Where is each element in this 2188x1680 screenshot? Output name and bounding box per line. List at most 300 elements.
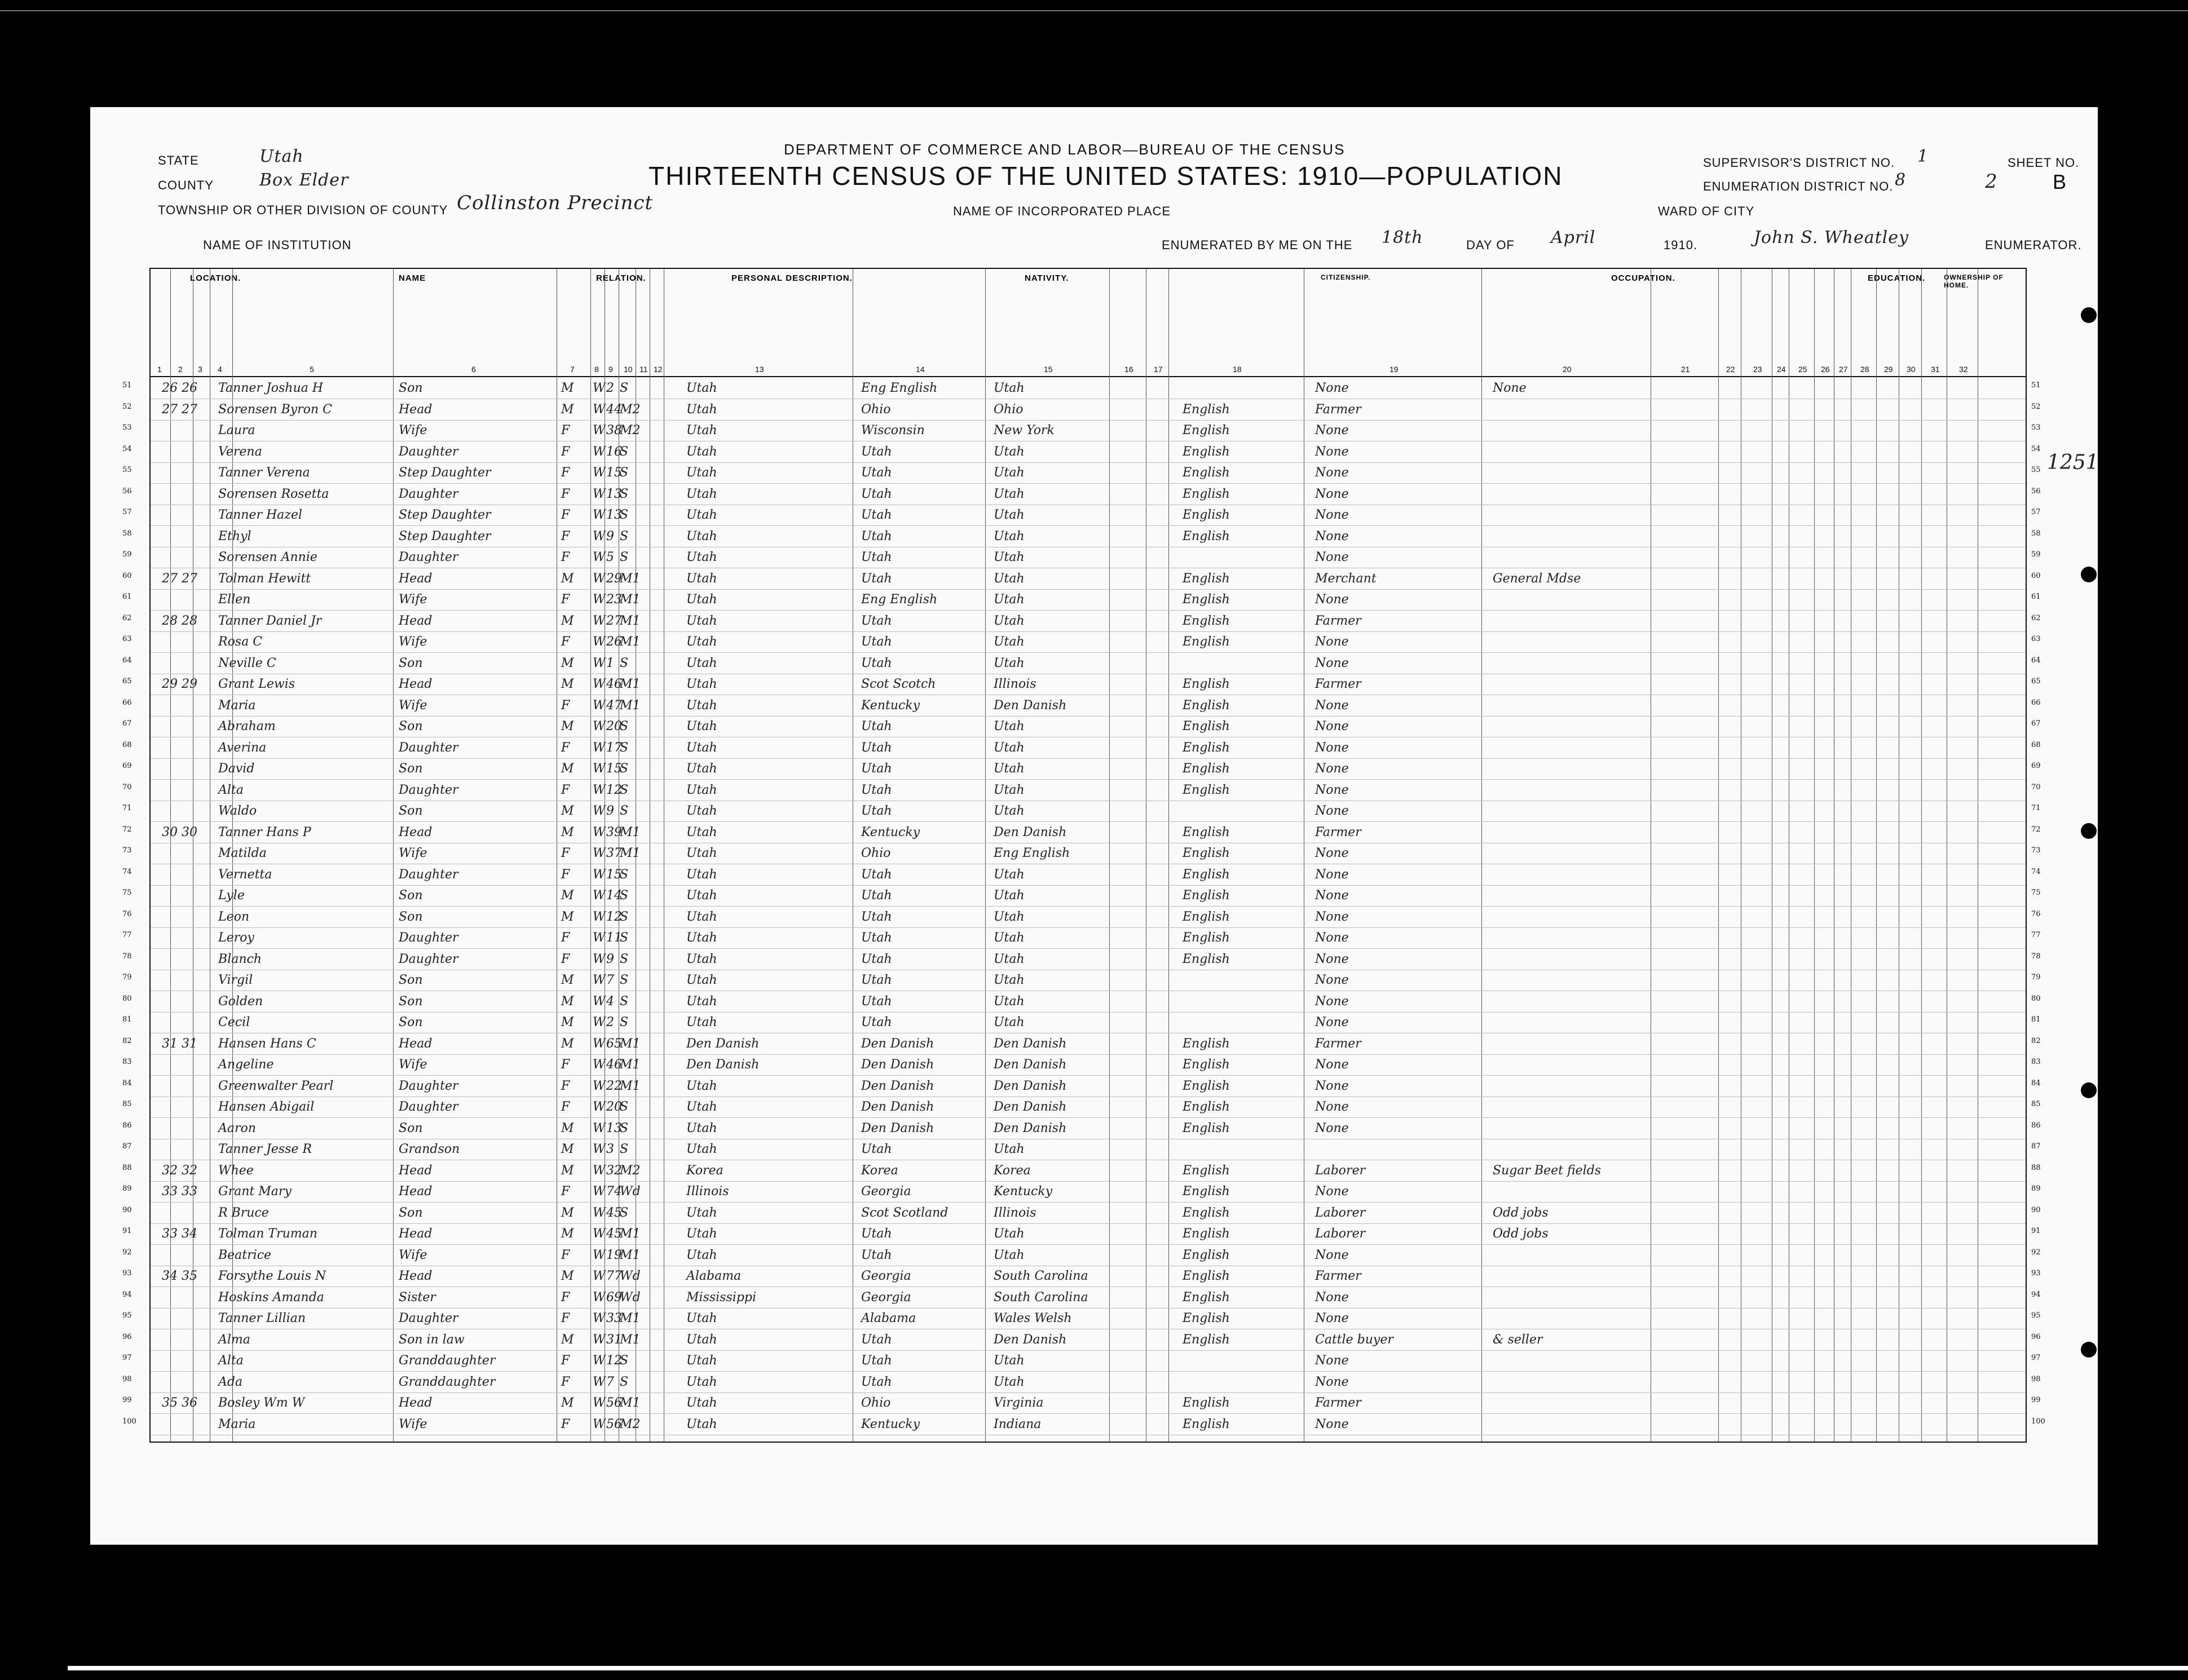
race: W (593, 1311, 606, 1325)
father-birthplace: Wisconsin (861, 423, 925, 437)
month-value: April (1551, 228, 1596, 247)
mother-birthplace: Den Danish (994, 1121, 1067, 1135)
line-number-right: 77 (2031, 931, 2041, 939)
marital-status: M1 (620, 1036, 641, 1051)
column-number: 30 (1907, 365, 1916, 374)
marital-status: S (620, 867, 629, 882)
industry: General Mdse (1493, 571, 1581, 586)
age: 69 (606, 1290, 622, 1305)
line-number-right: 78 (2031, 952, 2041, 961)
language: English (1183, 846, 1230, 860)
line-number-right: 85 (2031, 1100, 2041, 1108)
mother-birthplace: Illinois (994, 677, 1036, 691)
line-number-right: 81 (2031, 1015, 2041, 1024)
table-row (122, 1182, 2041, 1202)
person-name: Tanner Joshua H (218, 381, 323, 395)
birthplace: Utah (686, 1396, 717, 1410)
marital-status: M1 (620, 1332, 641, 1347)
relation: Son (399, 1121, 423, 1135)
father-birthplace: Utah (861, 1142, 892, 1156)
mother-birthplace: Utah (994, 1227, 1025, 1241)
relation: Son (399, 994, 423, 1009)
father-birthplace: Utah (861, 508, 892, 522)
occupation: None (1315, 1374, 1349, 1389)
age: 39 (606, 825, 622, 839)
year-value: 1910. (1664, 238, 1698, 252)
person-name: Aaron (218, 1121, 256, 1135)
mother-birthplace: Utah (994, 381, 1025, 395)
table-row (122, 929, 2041, 949)
family-number: 33 (182, 1184, 197, 1199)
relation: Son (399, 804, 423, 818)
relation: Son (399, 762, 423, 776)
scanner-bottom-edge (68, 1666, 2188, 1670)
table-row (122, 633, 2041, 653)
language: English (1183, 825, 1230, 839)
marital-status: S (620, 952, 629, 966)
occupation: None (1315, 635, 1349, 649)
language: English (1183, 508, 1230, 522)
race: W (593, 656, 606, 670)
line-number: 85 (122, 1100, 132, 1108)
occupation: None (1315, 698, 1349, 713)
relation: Granddaughter (399, 1374, 496, 1389)
dwelling-number: 29 (162, 677, 178, 691)
age: 31 (606, 1332, 622, 1347)
language: English (1183, 762, 1230, 776)
sex: M (561, 888, 574, 903)
line-number-right: 64 (2031, 656, 2041, 665)
race: W (593, 1227, 606, 1241)
line-number-right: 56 (2031, 487, 2041, 496)
column-number: 17 (1154, 365, 1163, 374)
occupation: None (1315, 846, 1349, 860)
line-number-right: 86 (2031, 1121, 2041, 1130)
line-number: 96 (122, 1332, 132, 1341)
line-number-right: 98 (2031, 1374, 2041, 1383)
marital-status: M1 (620, 1078, 641, 1093)
line-number-right: 91 (2031, 1227, 2041, 1235)
occupation: Farmer (1315, 825, 1361, 839)
mother-birthplace: Utah (994, 508, 1025, 522)
column-number: 9 (608, 365, 613, 374)
table-row (122, 1161, 2041, 1182)
dwelling-number: 34 (162, 1269, 178, 1283)
industry: Odd jobs (1493, 1205, 1549, 1220)
relation: Wife (399, 635, 427, 649)
age: 1 (606, 656, 614, 670)
relation: Daughter (399, 952, 458, 966)
relation: Sister (399, 1290, 436, 1305)
age: 47 (606, 698, 622, 713)
race: W (593, 762, 606, 776)
person-name: Beatrice (218, 1248, 272, 1262)
relation: Son (399, 888, 423, 903)
line-number-right: 90 (2031, 1205, 2041, 1214)
column-number: 2 (178, 365, 183, 374)
marital-status: Wd (620, 1290, 641, 1305)
enumeration-district-value: 8 (1895, 170, 1907, 190)
race: W (593, 1290, 606, 1305)
line-number: 67 (122, 719, 132, 728)
mother-birthplace: Utah (994, 994, 1025, 1009)
line-number-right: 94 (2031, 1290, 2041, 1299)
person-name: Maria (218, 698, 256, 713)
county-label: COUNTY (158, 178, 214, 192)
race: W (593, 698, 606, 713)
relation: Son (399, 656, 423, 670)
birthplace: Utah (686, 867, 717, 882)
sheet-number: 2 (1985, 170, 1998, 193)
relation: Daughter (399, 931, 458, 945)
line-number-right: 57 (2031, 508, 2041, 516)
line-number: 78 (122, 952, 132, 961)
father-birthplace: Utah (861, 994, 892, 1009)
person-name: Ethyl (218, 529, 252, 543)
birthplace: Utah (686, 973, 717, 987)
line-number-right: 95 (2031, 1311, 2041, 1320)
column-number: 10 (624, 365, 633, 374)
age: 23 (606, 593, 622, 607)
mother-birthplace: Den Danish (994, 698, 1067, 713)
line-number: 65 (122, 677, 132, 686)
language: English (1183, 698, 1230, 713)
line-number: 93 (122, 1269, 132, 1277)
township-label: TOWNSHIP OR OTHER DIVISION OF COUNTY (158, 203, 448, 217)
father-birthplace: Utah (861, 529, 892, 543)
family-number: 35 (182, 1269, 197, 1283)
language: English (1183, 1332, 1230, 1347)
age: 15 (606, 466, 622, 480)
sex: F (561, 444, 570, 459)
table-row (122, 1224, 2041, 1245)
birthplace: Mississippi (686, 1290, 756, 1305)
relation: Step Daughter (399, 508, 491, 522)
line-number: 57 (122, 508, 132, 516)
birthplace: Utah (686, 1078, 717, 1093)
language: English (1183, 867, 1230, 882)
relation: Wife (399, 1058, 427, 1072)
person-name: Leon (218, 909, 250, 924)
sex: M (561, 1015, 574, 1029)
race: W (593, 381, 606, 395)
age: 16 (606, 444, 622, 459)
line-number-right: 89 (2031, 1184, 2041, 1193)
occupation: None (1315, 487, 1349, 501)
person-name: R Bruce (218, 1205, 269, 1220)
mother-birthplace: Utah (994, 571, 1025, 586)
mother-birthplace: Kentucky (994, 1184, 1053, 1199)
line-number: 75 (122, 888, 132, 897)
mother-birthplace: Utah (994, 740, 1025, 755)
mother-birthplace: Utah (994, 529, 1025, 543)
race: W (593, 719, 606, 733)
table-row (122, 379, 2041, 399)
relation: Wife (399, 1417, 427, 1431)
person-name: Rosa C (218, 635, 263, 649)
person-name: Golden (218, 994, 263, 1009)
sex: F (561, 846, 570, 860)
age: 45 (606, 1227, 622, 1241)
person-name: Neville C (218, 656, 276, 670)
line-number: 90 (122, 1205, 132, 1214)
father-birthplace: Utah (861, 571, 892, 586)
age: 65 (606, 1036, 622, 1051)
father-birthplace: Utah (861, 635, 892, 649)
father-birthplace: Ohio (861, 846, 891, 860)
occupation: None (1315, 762, 1349, 776)
father-birthplace: Den Danish (861, 1100, 934, 1114)
group-relation: RELATION. (596, 273, 646, 283)
line-number: 58 (122, 529, 132, 538)
relation: Son (399, 909, 423, 924)
relation: Daughter (399, 1100, 458, 1114)
birthplace: Utah (686, 952, 717, 966)
table-row (122, 1373, 2041, 1393)
line-number: 59 (122, 550, 132, 559)
race: W (593, 1248, 606, 1262)
line-number: 68 (122, 740, 132, 749)
table-row (122, 590, 2041, 611)
table-row (122, 950, 2041, 970)
marital-status: M2 (620, 1163, 641, 1178)
age: 14 (606, 888, 622, 903)
person-name: Blanch (218, 952, 262, 966)
family-number: 28 (182, 613, 197, 628)
person-name: Tanner Hans P (218, 825, 311, 839)
table-row (122, 759, 2041, 780)
language: English (1183, 1205, 1230, 1220)
table-row (122, 992, 2041, 1013)
mother-birthplace: Utah (994, 867, 1025, 882)
county-value: Box Elder (259, 170, 349, 190)
line-number: 56 (122, 487, 132, 496)
group-location: LOCATION. (190, 273, 241, 283)
mother-birthplace: Utah (994, 973, 1025, 987)
dwelling-number: 26 (162, 381, 178, 395)
marital-status: S (620, 994, 629, 1009)
occupation: None (1315, 423, 1349, 437)
table-row (122, 1077, 2041, 1097)
race: W (593, 740, 606, 755)
birthplace: Utah (686, 571, 717, 586)
marital-status: M1 (620, 1248, 641, 1262)
occupation: None (1315, 1248, 1349, 1262)
person-name: Forsythe Louis N (218, 1269, 327, 1283)
marital-status: S (620, 466, 629, 480)
line-number: 79 (122, 973, 132, 982)
age: 74 (606, 1184, 622, 1199)
father-birthplace: Den Danish (861, 1036, 934, 1051)
race: W (593, 1354, 606, 1368)
language: English (1183, 1227, 1230, 1241)
mother-birthplace: Utah (994, 909, 1025, 924)
column-number: 8 (594, 365, 599, 374)
line-number-right: 61 (2031, 593, 2041, 601)
sex: F (561, 1100, 570, 1114)
birthplace: Utah (686, 698, 717, 713)
marital-status: M2 (620, 423, 641, 437)
father-birthplace: Alabama (861, 1311, 916, 1325)
marital-status: S (620, 719, 629, 733)
table-row (122, 844, 2041, 864)
table-row (122, 1351, 2041, 1372)
father-birthplace: Utah (861, 466, 892, 480)
sex: M (561, 1332, 574, 1347)
sex: M (561, 1163, 574, 1178)
age: 9 (606, 529, 614, 543)
person-name: Tanner Verena (218, 466, 310, 480)
age: 7 (606, 1374, 614, 1389)
occupation: None (1315, 909, 1349, 924)
family-number: 29 (182, 677, 197, 691)
line-number-right: 83 (2031, 1058, 2041, 1066)
age: 20 (606, 1100, 622, 1114)
line-number: 69 (122, 762, 132, 770)
column-number: 15 (1044, 365, 1053, 374)
birthplace: Utah (686, 931, 717, 945)
person-name: David (218, 762, 255, 776)
line-number-right: 70 (2031, 782, 2041, 792)
table-row (122, 823, 2041, 843)
race: W (593, 402, 606, 417)
dwelling-number: 33 (162, 1184, 178, 1199)
occupation: None (1315, 931, 1349, 945)
language: English (1183, 909, 1230, 924)
table-row (122, 1119, 2041, 1139)
language: English (1183, 952, 1230, 966)
birthplace: Utah (686, 1332, 717, 1347)
language: English (1183, 466, 1230, 480)
race: W (593, 1036, 606, 1051)
occupation: Farmer (1315, 613, 1361, 628)
father-birthplace: Georgia (861, 1290, 911, 1305)
race: W (593, 529, 606, 543)
occupation: None (1315, 444, 1349, 459)
mother-birthplace: Korea (994, 1163, 1031, 1178)
birthplace: Utah (686, 804, 717, 818)
table-row (122, 485, 2041, 505)
marital-status: Wd (620, 1184, 641, 1199)
line-number: 54 (122, 444, 132, 453)
marital-status: M1 (620, 1227, 641, 1241)
age: 15 (606, 762, 622, 776)
race: W (593, 888, 606, 903)
marital-status: M1 (620, 1311, 641, 1325)
father-birthplace: Utah (861, 1332, 892, 1347)
language: English (1183, 1184, 1230, 1199)
birthplace: Utah (686, 719, 717, 733)
relation: Wife (399, 846, 427, 860)
relation: Head (399, 1184, 433, 1199)
sex: M (561, 677, 574, 691)
column-number: 6 (471, 365, 476, 374)
table-row (122, 781, 2041, 801)
race: W (593, 782, 606, 797)
mother-birthplace: Utah (994, 487, 1025, 501)
incorporated-place-label: NAME OF INCORPORATED PLACE (953, 204, 1171, 218)
marital-status: S (620, 1100, 629, 1114)
mother-birthplace: Utah (994, 719, 1025, 733)
birthplace: Utah (686, 740, 717, 755)
language: English (1183, 1163, 1230, 1178)
table-row (122, 506, 2041, 526)
sex: M (561, 571, 574, 586)
race: W (593, 825, 606, 839)
dwelling-number: 33 (162, 1227, 178, 1241)
line-number: 88 (122, 1163, 132, 1172)
person-name: Ada (218, 1374, 243, 1389)
race: W (593, 1058, 606, 1072)
group-occupation: OCCUPATION. (1611, 273, 1675, 283)
relation: Head (399, 825, 433, 839)
mother-birthplace: South Carolina (994, 1290, 1088, 1305)
person-name: Tanner Hazel (218, 508, 302, 522)
marital-status: S (620, 888, 629, 903)
marital-status: S (620, 1374, 629, 1389)
table-row (122, 1246, 2041, 1266)
marital-status: Wd (620, 1269, 641, 1283)
age: 22 (606, 1078, 622, 1093)
mother-birthplace: Den Danish (994, 1100, 1067, 1114)
scanner-top-border (0, 0, 2188, 90)
occupation: Farmer (1315, 1036, 1361, 1051)
occupation: None (1315, 867, 1349, 882)
age: 13 (606, 1121, 622, 1135)
family-number: 30 (182, 825, 197, 839)
language: English (1183, 487, 1230, 501)
line-number: 94 (122, 1290, 132, 1299)
marital-status: M2 (620, 402, 641, 417)
group-citizenship: CITIZENSHIP. (1321, 273, 1371, 281)
person-name: Verena (218, 444, 262, 459)
occupation: None (1315, 888, 1349, 903)
person-name: Sorensen Byron C (218, 402, 332, 417)
table-row (122, 548, 2041, 568)
relation: Grandson (399, 1142, 460, 1156)
state-value: Utah (259, 147, 304, 166)
age: 12 (606, 1354, 622, 1368)
language: English (1183, 423, 1230, 437)
occupation: None (1315, 740, 1349, 755)
table-row (122, 675, 2041, 695)
line-number-right: 74 (2031, 867, 2041, 876)
birthplace: Utah (686, 1142, 717, 1156)
line-number: 52 (122, 402, 132, 411)
race: W (593, 1269, 606, 1283)
father-birthplace: Scot Scotch (861, 677, 936, 691)
occupation: None (1315, 529, 1349, 543)
occupation: None (1315, 1058, 1349, 1072)
marital-status: S (620, 529, 629, 543)
sex: F (561, 635, 570, 649)
line-number: 64 (122, 656, 132, 665)
relation: Wife (399, 423, 427, 437)
line-number: 61 (122, 593, 132, 601)
language: English (1183, 593, 1230, 607)
sex: M (561, 804, 574, 818)
occupation: None (1315, 1121, 1349, 1135)
race: W (593, 804, 606, 818)
line-number: 97 (122, 1354, 132, 1362)
family-number: 32 (182, 1163, 197, 1178)
age: 4 (606, 994, 614, 1009)
table-row (122, 696, 2041, 717)
birthplace: Utah (686, 1227, 717, 1241)
line-number: 89 (122, 1184, 132, 1193)
birthplace: Utah (686, 508, 717, 522)
age: 56 (606, 1417, 622, 1431)
